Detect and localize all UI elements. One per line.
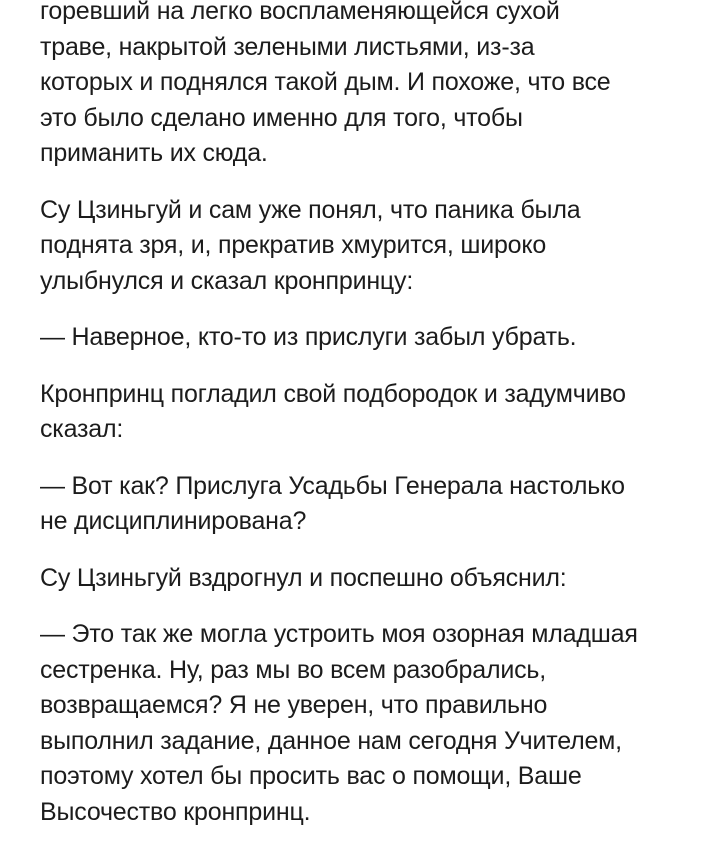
text-line: — Вот как? Прислуга Усадьбы Генерала настолько — [40, 471, 625, 500]
text-line: которых и поднялся такой дым. И похоже, что все — [40, 68, 611, 96]
text-line: Су Цзиньгуй вздрогнул и поспешно объяснил: — [40, 563, 567, 592]
text-line: это было сделано именно для того, чтобы — [40, 103, 523, 132]
text-line: улыбнулся и сказал кронпринцу: — [40, 266, 414, 295]
text-line: — Наверное, кто-то из прислуги забыл убрать. — [40, 323, 577, 351]
text-line: выполнил задание, данное нам сегодня Учителем, — [40, 726, 622, 755]
text-line: сказал: — [40, 415, 124, 443]
text-line: приманить их сюда. — [40, 139, 268, 167]
paragraph-dialogue-sister — [40, 617, 700, 830]
text-line: поднята зря, и, прекратив хмурится, широко — [40, 231, 547, 259]
reading-text — [40, 0, 700, 851]
text-line: поэтому хотел бы просить вас о помощи, Ваше — [40, 762, 582, 790]
text-line: Высочество кронпринц. — [40, 797, 311, 826]
text-line: возвращаемся? Я не уверен, что правильно — [40, 691, 548, 719]
text-line: сестренка. Ну, раз мы во всем разобрались, — [40, 655, 546, 684]
text-line: траве, накрытой зелеными листьями, из-за — [40, 32, 535, 61]
text-line: не дисциплинирована? — [40, 507, 307, 535]
text-line: — Это так же могла устроить моя озорная младшая — [40, 620, 638, 648]
text-line: Су Цзиньгуй и сам уже понял, что паника была — [40, 195, 581, 224]
paragraph-dialogue-discipline — [40, 469, 700, 540]
text-line: Кронпринц погладил свой подбородок и задумчиво — [40, 379, 626, 408]
paragraph-dialogue-servant — [40, 320, 700, 356]
paragraph-narration-explain — [40, 561, 700, 597]
paragraph-narration-su-jingui — [40, 193, 700, 300]
paragraph-narration-crown-prince — [40, 377, 700, 448]
text-line: горевший на легко воспламеняющейся сухой — [40, 0, 560, 25]
paragraph-narration-smoke — [40, 0, 700, 172]
